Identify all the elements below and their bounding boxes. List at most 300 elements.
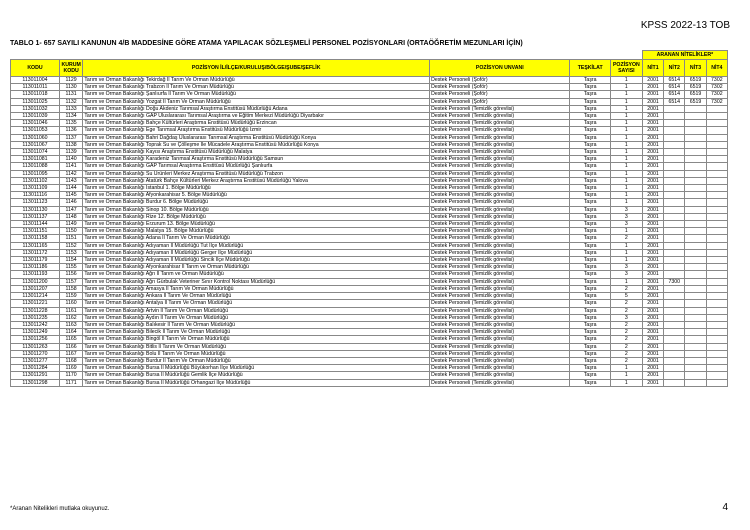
cell-unvan: Destek Personeli (Temizlik görevlisi) xyxy=(430,105,570,112)
table-row xyxy=(11,257,728,264)
col-header-kurum-kodu: KURUM KODU xyxy=(59,60,82,77)
cell-teskilat: Taşra xyxy=(570,98,610,105)
cell-teskilat: Taşra xyxy=(570,206,610,213)
cell-sayisi: 1 xyxy=(610,177,642,184)
cell-nit2 xyxy=(664,149,685,156)
cell-pozisyon: Tarım ve Orman Bakanlığı GAP Uluslararası Tarımsal Araştırma ve Eğitim Merkezi Müdürlüğü Diyarbakır xyxy=(83,113,430,120)
cell-nit4 xyxy=(706,127,727,134)
table-row xyxy=(11,163,728,170)
cell-teskilat: Taşra xyxy=(570,134,610,141)
cell-unvan: Destek Personeli (Temizlik görevlisi) xyxy=(430,185,570,192)
cell-nit3: 6519 xyxy=(685,84,706,91)
cell-pozisyon: Tarım ve Orman Bakanlığı Yozgat İl Tarım Ve Orman Müdürlüğü xyxy=(83,98,430,105)
cell-kurum-kodu: 1161 xyxy=(59,307,82,314)
table-row xyxy=(11,307,728,314)
cell-kurum-kodu: 1142 xyxy=(59,170,82,177)
cell-unvan: Destek Personeli (Temizlik görevlisi) xyxy=(430,264,570,271)
cell-kodu: 113011137 xyxy=(11,213,60,220)
cell-kurum-kodu: 1163 xyxy=(59,321,82,328)
cell-nit3 xyxy=(685,379,706,386)
cell-kurum-kodu: 1145 xyxy=(59,192,82,199)
cell-nit4 xyxy=(706,149,727,156)
cell-nit4 xyxy=(706,199,727,206)
cell-kurum-kodu: 1158 xyxy=(59,285,82,292)
table-row xyxy=(11,249,728,256)
cell-kurum-kodu: 1138 xyxy=(59,141,82,148)
cell-teskilat: Taşra xyxy=(570,293,610,300)
cell-teskilat: Taşra xyxy=(570,278,610,285)
cell-kurum-kodu: 1136 xyxy=(59,127,82,134)
cell-sayisi: 1 xyxy=(610,249,642,256)
cell-pozisyon: Tarım ve Orman Bakanlığı Balıkesir İl Tarım Ve Orman Müdürlüğü xyxy=(83,321,430,328)
cell-nit3 xyxy=(685,177,706,184)
cell-nit4 xyxy=(706,228,727,235)
cell-nit3 xyxy=(685,350,706,357)
cell-nit1: 2001 xyxy=(642,120,663,127)
cell-nit4 xyxy=(706,271,727,278)
cell-kurum-kodu: 1132 xyxy=(59,98,82,105)
cell-pozisyon: Tarım ve Orman Bakanlığı Antalya İl Tarım Ve Orman Müdürlüğü xyxy=(83,300,430,307)
cell-unvan: Destek Personeli (Temizlik görevlisi) xyxy=(430,365,570,372)
group-header-aranan-nitelikler: ARANAN NİTELİKLER* xyxy=(642,51,727,60)
cell-nit2 xyxy=(664,293,685,300)
document-code: KPSS 2022-13 TOB xyxy=(640,20,730,31)
col-header-pozisyon-unvani: POZİSYON UNVANI xyxy=(430,60,570,77)
table-row xyxy=(11,228,728,235)
cell-pozisyon: Tarım ve Orman Bakanlığı Burdur 6. Bölge Müdürlüğü xyxy=(83,199,430,206)
cell-unvan: Destek Personeli (Şoför) xyxy=(430,84,570,91)
cell-nit1: 2001 xyxy=(642,372,663,379)
cell-nit1: 2001 xyxy=(642,170,663,177)
cell-kodu: 113011158 xyxy=(11,235,60,242)
cell-kurum-kodu: 1129 xyxy=(59,77,82,84)
cell-unvan: Destek Personeli (Şoför) xyxy=(430,77,570,84)
table-row xyxy=(11,336,728,343)
cell-teskilat: Taşra xyxy=(570,321,610,328)
cell-unvan: Destek Personeli (Temizlik görevlisi) xyxy=(430,127,570,134)
cell-sayisi: 1 xyxy=(610,379,642,386)
cell-kodu: 113011256 xyxy=(11,336,60,343)
cell-pozisyon: Tarım ve Orman Bakanlığı Sinop 10. Bölge Müdürlüğü xyxy=(83,206,430,213)
table-row xyxy=(11,329,728,336)
cell-teskilat: Taşra xyxy=(570,170,610,177)
cell-nit1: 2001 xyxy=(642,228,663,235)
cell-nit3 xyxy=(685,257,706,264)
cell-nit4 xyxy=(706,372,727,379)
cell-unvan: Destek Personeli (Temizlik görevlisi) xyxy=(430,257,570,264)
cell-kurum-kodu: 1137 xyxy=(59,134,82,141)
cell-nit4 xyxy=(706,221,727,228)
cell-sayisi: 1 xyxy=(610,228,642,235)
cell-pozisyon: Tarım ve Orman Bakanlığı Ağrı Gürbulak Veteriner Sınır Kontrol Noktası Müdürlüğü xyxy=(83,278,430,285)
table-row xyxy=(11,365,728,372)
cell-nit2 xyxy=(664,300,685,307)
cell-sayisi: 2 xyxy=(610,300,642,307)
cell-pozisyon: Tarım ve Orman Bakanlığı Karadeniz Tarımsal Araştırma Enstitüsü Müdürlüğü Samsun xyxy=(83,156,430,163)
cell-nit4 xyxy=(706,113,727,120)
cell-teskilat: Taşra xyxy=(570,177,610,184)
cell-teskilat: Taşra xyxy=(570,156,610,163)
table-row xyxy=(11,242,728,249)
table-row xyxy=(11,285,728,292)
cell-pozisyon: Tarım ve Orman Bakanlığı Ankara İl Tarım Ve Orman Müdürlüğü xyxy=(83,293,430,300)
table-row xyxy=(11,278,728,285)
cell-teskilat: Taşra xyxy=(570,127,610,134)
cell-nit1: 2001 xyxy=(642,293,663,300)
cell-pozisyon: Tarım ve Orman Bakanlığı Doğu Akdeniz Tarımsal Araştırma Enstitüsü Müdürlüğü Adana xyxy=(83,105,430,112)
cell-nit2 xyxy=(664,329,685,336)
cell-unvan: Destek Personeli (Temizlik görevlisi) xyxy=(430,293,570,300)
cell-nit4 xyxy=(706,365,727,372)
cell-sayisi: 1 xyxy=(610,372,642,379)
table-body xyxy=(11,77,728,387)
cell-unvan: Destek Personeli (Temizlik görevlisi) xyxy=(430,321,570,328)
cell-teskilat: Taşra xyxy=(570,235,610,242)
cell-nit4 xyxy=(706,336,727,343)
cell-unvan: Destek Personeli (Temizlik görevlisi) xyxy=(430,228,570,235)
cell-teskilat: Taşra xyxy=(570,343,610,350)
cell-nit3 xyxy=(685,213,706,220)
cell-pozisyon: Tarım ve Orman Bakanlığı İstanbul 1. Bölge Müdürlüğü xyxy=(83,185,430,192)
cell-nit2 xyxy=(664,336,685,343)
cell-kodu: 113011081 xyxy=(11,156,60,163)
cell-nit3 xyxy=(685,105,706,112)
cell-nit2 xyxy=(664,228,685,235)
cell-unvan: Destek Personeli (Temizlik görevlisi) xyxy=(430,314,570,321)
cell-nit2 xyxy=(664,350,685,357)
table-row xyxy=(11,105,728,112)
cell-teskilat: Taşra xyxy=(570,242,610,249)
cell-sayisi: 2 xyxy=(610,336,642,343)
cell-nit1: 2001 xyxy=(642,221,663,228)
cell-sayisi: 2 xyxy=(610,285,642,292)
cell-unvan: Destek Personeli (Temizlik görevlisi) xyxy=(430,120,570,127)
table-row xyxy=(11,350,728,357)
cell-pozisyon: Tarım ve Orman Bakanlığı Toprak Su ve Çölleşme İle Mücadele Araştırma Enstitüsü Müdürlüğü Konya xyxy=(83,141,430,148)
cell-nit2 xyxy=(664,213,685,220)
cell-pozisyon: Tarım ve Orman Bakanlığı GAP Tarımsal Araştırma Enstitüsü Müdürlüğü Şanlıurfa xyxy=(83,163,430,170)
table-row xyxy=(11,170,728,177)
cell-unvan: Destek Personeli (Temizlik görevlisi) xyxy=(430,350,570,357)
cell-kodu: 113011109 xyxy=(11,185,60,192)
cell-kodu: 113011298 xyxy=(11,379,60,386)
cell-teskilat: Taşra xyxy=(570,357,610,364)
cell-sayisi: 1 xyxy=(610,91,642,98)
cell-teskilat: Taşra xyxy=(570,257,610,264)
cell-nit4 xyxy=(706,321,727,328)
cell-nit2 xyxy=(664,105,685,112)
cell-teskilat: Taşra xyxy=(570,221,610,228)
cell-nit1: 2001 xyxy=(642,98,663,105)
cell-nit1: 2001 xyxy=(642,357,663,364)
cell-sayisi: 1 xyxy=(610,242,642,249)
cell-nit1: 2001 xyxy=(642,336,663,343)
cell-pozisyon: Tarım ve Orman Bakanlığı Trabzon İl Tarım Ve Orman Müdürlüğü xyxy=(83,84,430,91)
cell-nit2 xyxy=(664,343,685,350)
cell-teskilat: Taşra xyxy=(570,213,610,220)
cell-teskilat: Taşra xyxy=(570,379,610,386)
cell-pozisyon: Tarım ve Orman Bakanlığı Amasya İl Tarım Ve Orman Müdürlüğü xyxy=(83,285,430,292)
cell-kodu: 113011011 xyxy=(11,84,60,91)
table-title: TABLO 1- 657 SAYILI KANUNUN 4/B MADDESİNE GÖRE ATAMA YAPILACAK SÖZLEŞMELİ PERSONEL POZİSYONLARI (ORTAÖĞRETİM MEZUNLARI İÇİN) xyxy=(10,40,523,47)
cell-kodu: 113011004 xyxy=(11,77,60,84)
cell-nit1: 2001 xyxy=(642,379,663,386)
table-row xyxy=(11,120,728,127)
cell-nit2 xyxy=(664,249,685,256)
cell-teskilat: Taşra xyxy=(570,249,610,256)
cell-nit1: 2001 xyxy=(642,343,663,350)
cell-pozisyon: Tarım ve Orman Bakanlığı Adana İl Tarım Ve Orman Müdürlüğü xyxy=(83,235,430,242)
cell-kodu: 113011102 xyxy=(11,177,60,184)
col-header-nit3: NİT3 xyxy=(685,60,706,77)
cell-sayisi: 1 xyxy=(610,192,642,199)
cell-unvan: Destek Personeli (Şoför) xyxy=(430,91,570,98)
cell-nit1: 2001 xyxy=(642,163,663,170)
cell-unvan: Destek Personeli (Temizlik görevlisi) xyxy=(430,271,570,278)
cell-kurum-kodu: 1171 xyxy=(59,379,82,386)
cell-kodu: 113011067 xyxy=(11,141,60,148)
cell-nit2 xyxy=(664,120,685,127)
cell-kodu: 113011284 xyxy=(11,365,60,372)
cell-pozisyon: Tarım ve Orman Bakanlığı Bitlis İl Tarım Ve Orman Müdürlüğü xyxy=(83,343,430,350)
cell-kurum-kodu: 1130 xyxy=(59,84,82,91)
cell-kurum-kodu: 1154 xyxy=(59,257,82,264)
cell-kurum-kodu: 1134 xyxy=(59,113,82,120)
cell-kodu: 113011095 xyxy=(11,170,60,177)
cell-teskilat: Taşra xyxy=(570,285,610,292)
cell-nit4 xyxy=(706,285,727,292)
cell-nit2 xyxy=(664,314,685,321)
col-header-teskilat: TEŞKİLAT xyxy=(570,60,610,77)
cell-unvan: Destek Personeli (Temizlik görevlisi) xyxy=(430,336,570,343)
cell-kodu: 113011249 xyxy=(11,329,60,336)
cell-pozisyon: Tarım ve Orman Bakanlığı Ege Tarımsal Araştırma Enstitüsü Müdürlüğü İzmir xyxy=(83,127,430,134)
cell-kurum-kodu: 1164 xyxy=(59,329,82,336)
cell-nit2 xyxy=(664,271,685,278)
cell-nit4 xyxy=(706,350,727,357)
cell-unvan: Destek Personeli (Temizlik görevlisi) xyxy=(430,170,570,177)
cell-sayisi: 3 xyxy=(610,264,642,271)
cell-kodu: 113011235 xyxy=(11,314,60,321)
cell-pozisyon: Tarım ve Orman Bakanlığı Su Ürünleri Merkez Araştırma Enstitüsü Müdürlüğü Trabzon xyxy=(83,170,430,177)
cell-unvan: Destek Personeli (Temizlik görevlisi) xyxy=(430,149,570,156)
cell-nit1: 2001 xyxy=(642,307,663,314)
table-row xyxy=(11,192,728,199)
cell-kodu: 113011032 xyxy=(11,105,60,112)
cell-kodu: 113011263 xyxy=(11,343,60,350)
cell-teskilat: Taşra xyxy=(570,105,610,112)
cell-kurum-kodu: 1141 xyxy=(59,163,82,170)
cell-nit4 xyxy=(706,156,727,163)
table-row xyxy=(11,84,728,91)
cell-nit2 xyxy=(664,199,685,206)
cell-nit3 xyxy=(685,141,706,148)
cell-teskilat: Taşra xyxy=(570,365,610,372)
cell-unvan: Destek Personeli (Temizlik görevlisi) xyxy=(430,221,570,228)
cell-nit4: 7302 xyxy=(706,84,727,91)
table-row xyxy=(11,357,728,364)
cell-kodu: 113011053 xyxy=(11,127,60,134)
cell-nit3 xyxy=(685,156,706,163)
cell-pozisyon: Tarım ve Orman Bakanlığı Bursa İl Müdürlüğü Gemlik İlçe Müdürlüğü xyxy=(83,372,430,379)
cell-kurum-kodu: 1156 xyxy=(59,271,82,278)
cell-kodu: 113011165 xyxy=(11,242,60,249)
cell-sayisi: 1 xyxy=(610,149,642,156)
cell-teskilat: Taşra xyxy=(570,336,610,343)
cell-nit1: 2001 xyxy=(642,91,663,98)
cell-nit2 xyxy=(664,177,685,184)
table-row xyxy=(11,206,728,213)
cell-kurum-kodu: 1157 xyxy=(59,278,82,285)
cell-kurum-kodu: 1166 xyxy=(59,343,82,350)
cell-unvan: Destek Personeli (Temizlik görevlisi) xyxy=(430,357,570,364)
cell-sayisi: 1 xyxy=(610,257,642,264)
cell-nit3 xyxy=(685,314,706,321)
table-row xyxy=(11,113,728,120)
cell-kodu: 113011291 xyxy=(11,372,60,379)
cell-nit1: 2001 xyxy=(642,365,663,372)
cell-pozisyon: Tarım ve Orman Bakanlığı Bursa İl Müdürlüğü Orhangazi İlçe Müdürlüğü xyxy=(83,379,430,386)
table-row xyxy=(11,98,728,105)
cell-nit1: 2001 xyxy=(642,213,663,220)
cell-unvan: Destek Personeli (Temizlik görevlisi) xyxy=(430,235,570,242)
cell-nit1: 2001 xyxy=(642,249,663,256)
cell-nit1: 2001 xyxy=(642,134,663,141)
cell-nit1: 2001 xyxy=(642,127,663,134)
cell-nit3: 6519 xyxy=(685,98,706,105)
cell-nit2 xyxy=(664,113,685,120)
cell-nit3 xyxy=(685,372,706,379)
cell-kodu: 113011193 xyxy=(11,271,60,278)
cell-nit3 xyxy=(685,365,706,372)
cell-kurum-kodu: 1131 xyxy=(59,91,82,98)
cell-nit1: 2001 xyxy=(642,300,663,307)
cell-nit4: 7302 xyxy=(706,98,727,105)
cell-teskilat: Taşra xyxy=(570,77,610,84)
cell-kodu: 113011277 xyxy=(11,357,60,364)
cell-nit3 xyxy=(685,300,706,307)
cell-kurum-kodu: 1169 xyxy=(59,365,82,372)
cell-nit3 xyxy=(685,199,706,206)
cell-kodu: 113011018 xyxy=(11,91,60,98)
cell-nit4 xyxy=(706,329,727,336)
cell-sayisi: 1 xyxy=(610,163,642,170)
cell-nit1: 2001 xyxy=(642,350,663,357)
cell-kodu: 113011074 xyxy=(11,149,60,156)
cell-unvan: Destek Personeli (Şoför) xyxy=(430,98,570,105)
table-row xyxy=(11,127,728,134)
cell-kurum-kodu: 1168 xyxy=(59,357,82,364)
table-row xyxy=(11,221,728,228)
cell-nit3 xyxy=(685,271,706,278)
cell-nit1: 2001 xyxy=(642,185,663,192)
cell-sayisi: 2 xyxy=(610,235,642,242)
table-row xyxy=(11,372,728,379)
table-row xyxy=(11,156,728,163)
cell-unvan: Destek Personeli (Temizlik görevlisi) xyxy=(430,242,570,249)
cell-nit1: 2001 xyxy=(642,257,663,264)
cell-unvan: Destek Personeli (Temizlik görevlisi) xyxy=(430,192,570,199)
cell-nit4 xyxy=(706,307,727,314)
cell-kodu: 113011200 xyxy=(11,278,60,285)
cell-nit4 xyxy=(706,343,727,350)
cell-nit3 xyxy=(685,134,706,141)
cell-sayisi: 1 xyxy=(610,127,642,134)
cell-kodu: 113011046 xyxy=(11,120,60,127)
cell-pozisyon: Tarım ve Orman Bakanlığı Artvin İl Tarım Ve Orman Müdürlüğü xyxy=(83,307,430,314)
cell-nit4 xyxy=(706,379,727,386)
cell-teskilat: Taşra xyxy=(570,163,610,170)
cell-kurum-kodu: 1144 xyxy=(59,185,82,192)
cell-nit3 xyxy=(685,127,706,134)
cell-pozisyon: Tarım ve Orman Bakanlığı Adıyaman İl Müdürlüğü Sincik İlçe Müdürlüğü xyxy=(83,257,430,264)
cell-kodu: 113011270 xyxy=(11,350,60,357)
cell-pozisyon: Tarım ve Orman Bakanlığı Bahri Dağdaş Uluslararası Tarımsal Araştırma Enstitüsü Müdürlüğü Konya xyxy=(83,134,430,141)
cell-sayisi: 1 xyxy=(610,98,642,105)
cell-unvan: Destek Personeli (Temizlik görevlisi) xyxy=(430,249,570,256)
cell-kodu: 113011130 xyxy=(11,206,60,213)
cell-nit2 xyxy=(664,321,685,328)
cell-nit1: 2001 xyxy=(642,105,663,112)
cell-nit3 xyxy=(685,235,706,242)
cell-kodu: 113011179 xyxy=(11,257,60,264)
cell-sayisi: 3 xyxy=(610,213,642,220)
cell-sayisi: 5 xyxy=(610,293,642,300)
cell-kurum-kodu: 1165 xyxy=(59,336,82,343)
cell-nit1: 2001 xyxy=(642,271,663,278)
table-row xyxy=(11,134,728,141)
cell-nit4 xyxy=(706,141,727,148)
cell-teskilat: Taşra xyxy=(570,113,610,120)
cell-teskilat: Taşra xyxy=(570,192,610,199)
cell-kodu: 113011151 xyxy=(11,228,60,235)
cell-teskilat: Taşra xyxy=(570,350,610,357)
table-row xyxy=(11,91,728,98)
cell-unvan: Destek Personeli (Temizlik görevlisi) xyxy=(430,343,570,350)
cell-nit3 xyxy=(685,192,706,199)
table-row xyxy=(11,264,728,271)
cell-nit3 xyxy=(685,221,706,228)
cell-unvan: Destek Personeli (Temizlik görevlisi) xyxy=(430,156,570,163)
cell-kurum-kodu: 1133 xyxy=(59,105,82,112)
cell-nit2 xyxy=(664,206,685,213)
cell-unvan: Destek Personeli (Temizlik görevlisi) xyxy=(430,134,570,141)
cell-pozisyon: Tarım ve Orman Bakanlığı Ağrı İl Tarım ve Orman Müdürlüğü xyxy=(83,271,430,278)
table-row xyxy=(11,321,728,328)
cell-sayisi: 1 xyxy=(610,156,642,163)
cell-kurum-kodu: 1143 xyxy=(59,177,82,184)
cell-nit2 xyxy=(664,170,685,177)
cell-nit4 xyxy=(706,278,727,285)
cell-nit1: 2001 xyxy=(642,199,663,206)
cell-nit2 xyxy=(664,185,685,192)
cell-kodu: 113011039 xyxy=(11,113,60,120)
cell-nit3 xyxy=(685,206,706,213)
cell-teskilat: Taşra xyxy=(570,149,610,156)
cell-nit3 xyxy=(685,242,706,249)
cell-kurum-kodu: 1135 xyxy=(59,120,82,127)
cell-kodu: 113011186 xyxy=(11,264,60,271)
cell-nit4 xyxy=(706,177,727,184)
cell-sayisi: 1 xyxy=(610,134,642,141)
cell-unvan: Destek Personeli (Temizlik görevlisi) xyxy=(430,113,570,120)
cell-nit4 xyxy=(706,213,727,220)
cell-unvan: Destek Personeli (Temizlik görevlisi) xyxy=(430,141,570,148)
cell-nit4 xyxy=(706,293,727,300)
cell-nit1: 2001 xyxy=(642,141,663,148)
cell-nit2 xyxy=(664,372,685,379)
col-header-kodu: KODU xyxy=(11,60,60,77)
